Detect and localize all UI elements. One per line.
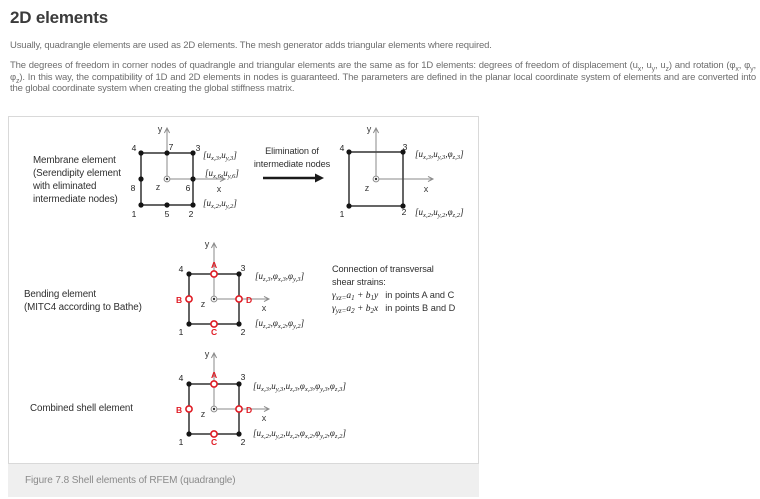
diagram-label: with eliminated [33, 181, 97, 192]
tying-point-circle [236, 406, 242, 412]
diagram-label: Bending element [24, 289, 97, 300]
z-origin-dot [166, 178, 168, 180]
intro-paragraph: Usually, quadrangle elements are used as 2D elements. The mesh generator adds triangular elements where required. [10, 40, 492, 51]
node-number: 4 [339, 143, 345, 153]
shear-strain-equation-2 [332, 303, 456, 315]
diagram-label: intermediate nodes) [33, 194, 118, 205]
diagram-label: Connection of transversal [332, 264, 434, 274]
node-number: 1 [339, 209, 345, 219]
elimination-label [254, 146, 331, 169]
elimination-arrow [263, 174, 324, 183]
node-number: 1 [178, 437, 184, 447]
node-number: 4 [178, 264, 184, 274]
z-origin-dot [213, 408, 215, 410]
dof-annotation: $[u_{x,2},u_{y,2}]$ [203, 198, 237, 211]
corner-node-dot [138, 150, 143, 155]
figure-caption: Figure 7.8 Shell elements of RFEM (quadrangle) [25, 475, 236, 486]
node-number: 1 [178, 327, 184, 337]
node-number: 3 [240, 372, 246, 382]
shear-strain-formula: $\gamma_{yz=}a_2 + b_2x$ in points B and D [332, 303, 456, 316]
figure-7-8 [8, 116, 479, 464]
node-number: 2 [240, 437, 246, 447]
shear-strain-equation-1 [332, 290, 455, 302]
tying-point-label: D [245, 405, 253, 415]
shell-elements-diagram [9, 117, 478, 463]
tying-point-circle [211, 381, 217, 387]
tying-point-label: A [210, 260, 218, 270]
z-origin-dot [213, 298, 215, 300]
diagram-label: shear strains: [332, 277, 386, 287]
node-number: 6 [185, 183, 191, 193]
tying-point-label: C [210, 437, 218, 447]
node-number: 3 [402, 142, 408, 152]
node-number: 5 [164, 209, 170, 219]
dof-annotation: $[u_{x,3},u_{y,3},u_{z,3},\varphi_{x,3},\varphi_{y,3},\varphi_{z,3}]$ [253, 381, 347, 394]
node-number: 3 [240, 263, 246, 273]
node-number: 1 [131, 209, 137, 219]
mid-node-dot [190, 176, 195, 181]
z-axis-label: z [200, 409, 206, 419]
tying-point-circle [186, 296, 192, 302]
diagram-label: (Serendipity element [33, 168, 121, 179]
z-axis-label: z [364, 183, 370, 193]
node-number: 4 [178, 373, 184, 383]
corner-node-dot [346, 203, 351, 208]
corner-node-dot [186, 431, 191, 436]
page-title: 2D elements [10, 8, 108, 27]
corner-node-dot [186, 381, 191, 386]
z-axis-label: z [200, 299, 206, 309]
corner-node-dot [138, 202, 143, 207]
dof-annotation: $[u_{x,6},u_{y,6}]$ [205, 168, 239, 181]
x-axis-label: x [261, 413, 267, 423]
corner-node-dot [236, 321, 241, 326]
shear-strain-note [332, 264, 434, 287]
diagram-label: Membrane element [33, 155, 116, 166]
node-number: 4 [131, 143, 137, 153]
tying-point-label: B [175, 295, 183, 305]
tying-point-circle [211, 271, 217, 277]
dof-annotation: $[u_{x,3},u_{y,3},\varphi_{z,3}]$ [415, 149, 464, 162]
tying-point-circle [186, 406, 192, 412]
dof-annotation: $[u_{x,2},u_{y,2},\varphi_{z,2}]$ [415, 207, 464, 220]
node-number: 8 [130, 183, 136, 193]
corner-node-dot [236, 431, 241, 436]
reduced-quadrangle-square [340, 124, 464, 219]
mid-node-dot [164, 202, 169, 207]
node-number: 7 [168, 142, 174, 152]
diagram-label: (MITC4 according to Bathe) [24, 302, 142, 313]
corner-node-dot [190, 202, 195, 207]
bending-square [176, 239, 305, 337]
x-axis-label: x [423, 184, 429, 194]
tying-point-label: D [245, 295, 253, 305]
x-axis-label: x [216, 184, 222, 194]
corner-node-dot [346, 149, 351, 154]
diagram-label: Elimination of [265, 146, 319, 156]
dof-annotation: $[u_{x,3},u_{y,3}]$ [203, 150, 237, 163]
y-axis-label: y [204, 239, 210, 249]
diagram-label: Combined shell element [30, 403, 133, 414]
node-number: 2 [240, 327, 246, 337]
dof-paragraph: The degrees of freedom in corner nodes of quadrangle and triangular elements are the same as for 1D elements: degrees of freedom of displacement ($u_x$, $u_y$, $u_z$) and rotation ($\varphi_x$, $\varphi_y$, $\varphi_z$). In this way, the compatibility of 1D and 2D elements in nodes is guaranteed. The parameters are defined in the planar local coordinate system of elements and are converted into the global coordinate system when creating the global stiffness matrix. [10, 60, 756, 94]
corner-node-dot [186, 271, 191, 276]
node-number: 2 [188, 209, 194, 219]
membrane-element-label [32, 155, 121, 205]
y-axis-label: y [366, 124, 372, 134]
tying-point-circle [236, 296, 242, 302]
bending-element-label [24, 289, 142, 313]
tying-point-label: C [210, 327, 218, 337]
y-axis-label: y [204, 349, 210, 359]
node-number: 3 [195, 143, 201, 153]
figure-caption-bar [8, 464, 479, 497]
node-number: 2 [401, 207, 407, 217]
dof-annotation: $[u_{x,2},u_{y,2},u_{z,2},\varphi_{x,2},\varphi_{y,2},\varphi_{z,2}]$ [253, 428, 347, 441]
y-axis-label: y [157, 124, 163, 134]
z-axis-label: z [155, 182, 161, 192]
corner-node-dot [186, 321, 191, 326]
dof-annotation: $[u_{z,3},\varphi_{x,3},\varphi_{y,3}]$ [255, 271, 305, 284]
x-axis-label: x [261, 303, 267, 313]
mid-node-dot [138, 176, 143, 181]
combined-shell-element-label [30, 403, 133, 414]
corner-node-dot [236, 381, 241, 386]
tying-point-label: A [210, 370, 218, 380]
tying-point-label: B [175, 405, 183, 415]
shear-strain-formula: $\gamma_{xz=}a_1 + b_1y$ in points A and C [332, 290, 455, 303]
membrane-square [131, 124, 240, 219]
dof-annotation: $[u_{z,2},\varphi_{x,2},\varphi_{y,2}]$ [255, 318, 305, 331]
diagram-label: intermediate nodes [253, 159, 331, 169]
combined-shell-square [176, 349, 347, 447]
z-origin-dot [375, 178, 377, 180]
